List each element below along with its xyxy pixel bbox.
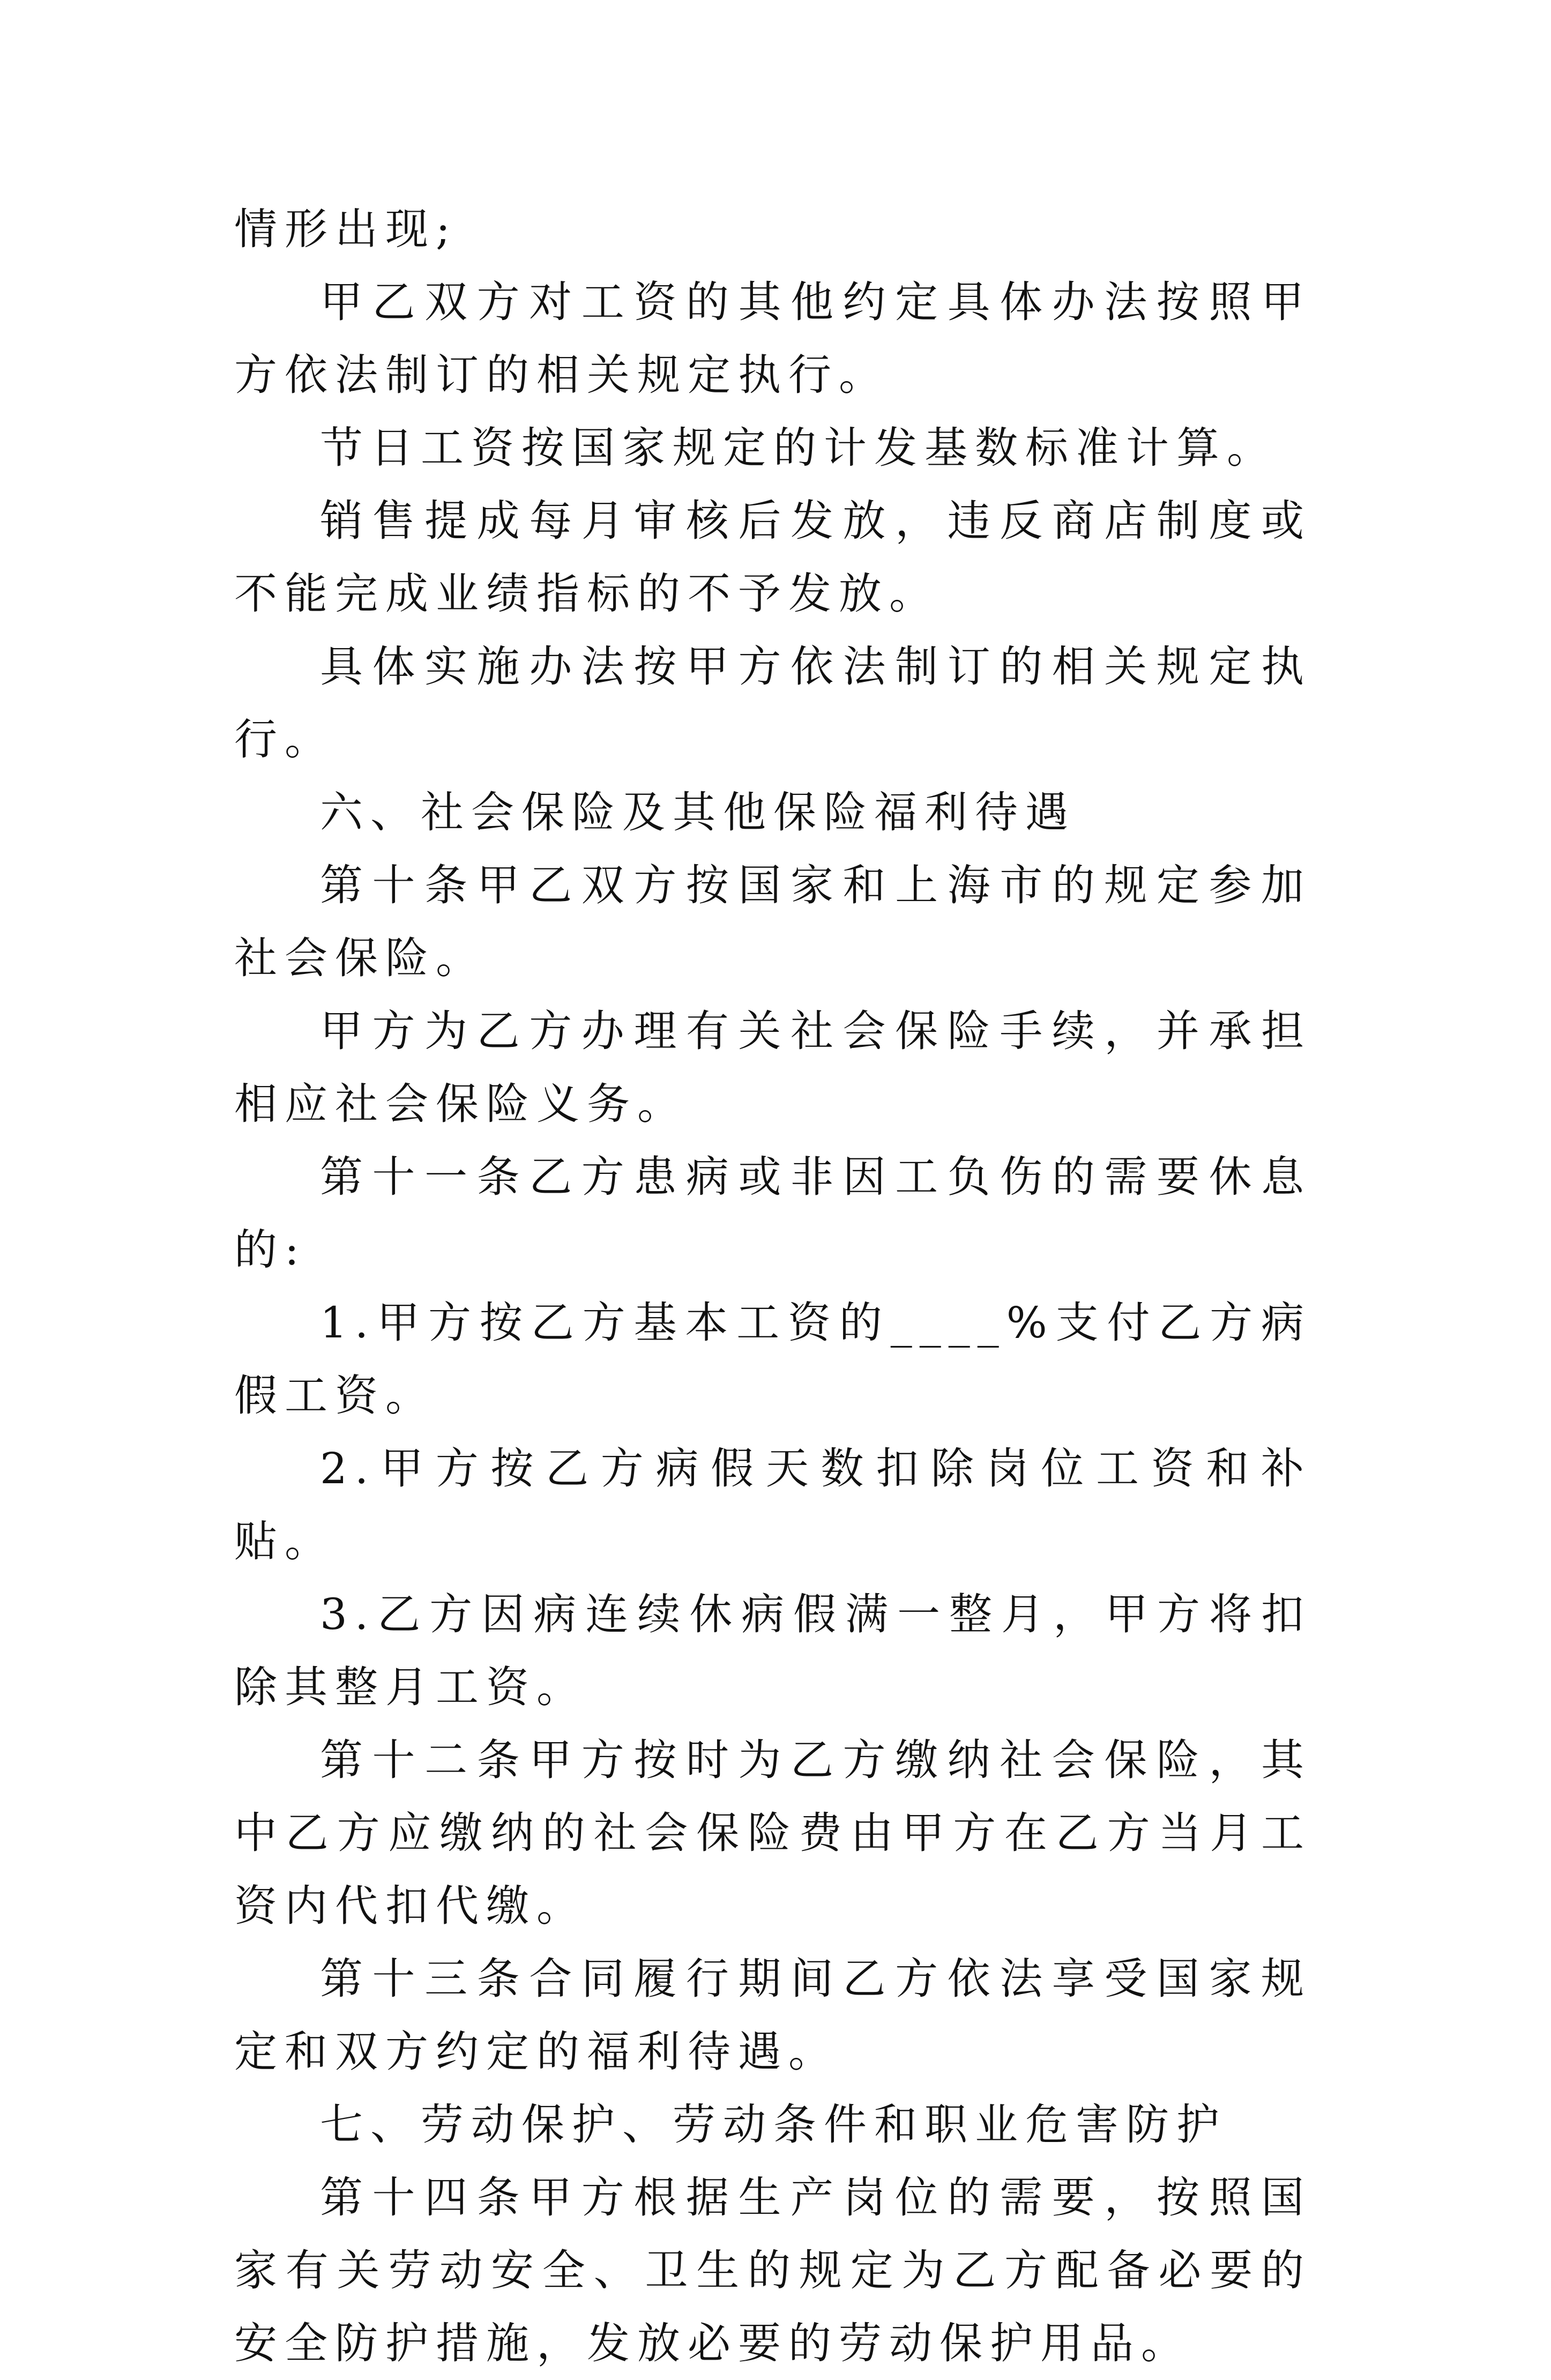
article-11-item-3: 3.乙方因病连续休病假满一整月，甲方将扣除其整月工资。 [234, 1589, 1311, 1712]
article-11-item-1: 1.甲方按乙方基本工资的____%支付乙方病假工资。 [234, 1298, 1311, 1420]
article-12: 第十二条甲方按时为乙方缴纳社会保险，其中乙方应缴纳的社会保险费由甲方在乙方当月工资内代扣代缴。 [234, 1735, 1311, 1931]
section-heading-6: 六、社会保险及其他保险福利待遇 [320, 787, 1076, 837]
paragraph-1: 情形出现; [234, 204, 458, 254]
article-11: 第十一条乙方患病或非因工负伤的需要休息的: [234, 1152, 1311, 1275]
article-11-item-2: 2.甲方按乙方病假天数扣除岗位工资和补贴。 [234, 1444, 1311, 1566]
paragraph-5: 具体实施办法按甲方依法制订的相关规定执行。 [234, 642, 1311, 764]
article-13: 第十三条合同履行期间乙方依法享受国家规定和双方约定的福利待遇。 [234, 1954, 1311, 2077]
paragraph-2: 甲乙双方对工资的其他约定具体办法按照甲方依法制订的相关规定执行。 [234, 277, 1311, 400]
paragraph-3: 节日工资按国家规定的计发基数标准计算。 [320, 423, 1277, 473]
section-heading-7: 七、劳动保护、劳动条件和职业危害防护 [320, 2100, 1227, 2150]
article-14: 第十四条甲方根据生产岗位的需要，按照国家有关劳动安全、卫生的规定为乙方配备必要的安全防护措施，发放必要的劳动保护用品。 [234, 2173, 1311, 2368]
document-body [234, 193, 1311, 2380]
article-10: 第十条甲乙双方按国家和上海市的规定参加社会保险。 [234, 860, 1311, 983]
paragraph-4: 销售提成每月审核后发放，违反商店制度或不能完成业绩指标的不予发放。 [234, 496, 1311, 619]
paragraph-8: 甲方为乙方办理有关社会保险手续，并承担相应社会保险义务。 [234, 1006, 1311, 1129]
